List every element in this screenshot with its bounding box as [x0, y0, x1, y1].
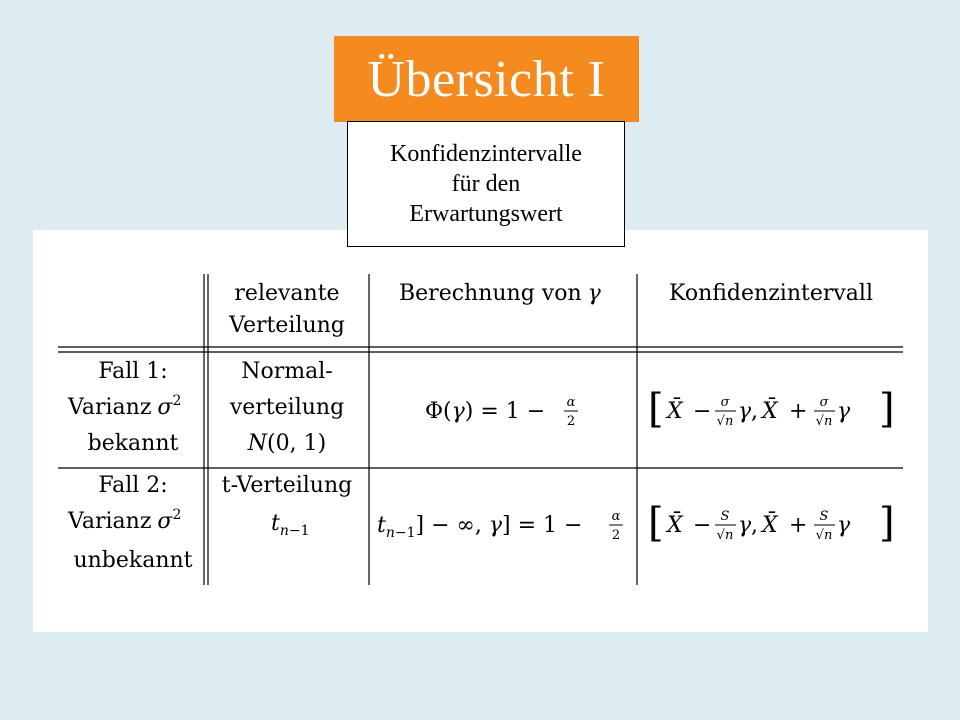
row1-dist-symbol: N(0, 1) — [247, 431, 327, 456]
svg-text:γ: γ — [738, 513, 752, 538]
svg-text:γ: γ — [837, 513, 851, 538]
svg-text:√n: √n — [815, 528, 833, 543]
svg-text:σ: σ — [720, 395, 730, 410]
svg-text:X̄: X̄ — [762, 513, 778, 538]
svg-text:S: S — [819, 509, 829, 524]
svg-text:γ: γ — [738, 399, 752, 424]
confidence-interval-table — [33, 230, 928, 632]
row1-case-line2 — [67, 393, 181, 420]
svg-text:√n: √n — [716, 528, 734, 543]
svg-text:2: 2 — [611, 528, 621, 543]
row1-interval — [648, 386, 895, 432]
svg-text:S: S — [720, 509, 730, 524]
sigma-symbol: σ — [157, 395, 173, 420]
svg-text:tn−1] − ∞, γ] = 1 −: $t_n-1$] − ∞, γ] = 1 − — [377, 513, 583, 541]
svg-text:X̄: X̄ — [762, 399, 778, 424]
row2-case-line2: Varianz $\sigma^2$ — [68, 507, 182, 534]
gamma-symbol: γ — [587, 281, 601, 306]
header-konfidenzintervall: Konfidenzintervall — [669, 281, 873, 306]
table-panel — [33, 230, 928, 632]
row2-dist-symbol: $t_n-1$ — [271, 511, 310, 539]
row2-case-line3: unbekannt — [73, 548, 193, 573]
row1-case-line1: Fall 1: — [98, 359, 168, 384]
svg-text:+: + — [789, 513, 808, 538]
svg-text:X̄: X̄ — [667, 513, 683, 538]
svg-text:X̄: X̄ — [667, 399, 683, 424]
header-relevante: relevante — [234, 281, 340, 306]
svg-text:,: , — [751, 399, 758, 424]
svg-text:Φ(γ) = 1 −: Φ(γ) = 1 − — [425, 399, 546, 424]
subtitle-line-3: Erwartungswert — [409, 201, 563, 227]
row1-formula — [425, 395, 578, 429]
row2-varianz-label: Varianz — [68, 509, 152, 534]
svg-text:√n: √n — [716, 414, 734, 429]
svg-text:2: 2 — [566, 414, 576, 429]
row1-case-line3: bekannt — [87, 431, 179, 456]
header-berechnung — [399, 281, 602, 306]
subtitle-box — [347, 121, 625, 247]
row2-dist-line1: t-Verteilung — [221, 473, 353, 498]
svg-text:α: α — [611, 509, 621, 524]
svg-text:√n: √n — [815, 414, 833, 429]
row1-dist-line1: Normal- — [241, 359, 333, 384]
svg-text:+: + — [789, 399, 808, 424]
subtitle-line-2: für den — [451, 171, 521, 197]
svg-text:γ: γ — [837, 399, 851, 424]
svg-text:]: ] — [879, 500, 895, 546]
svg-text:σ: σ — [819, 395, 829, 410]
slide-title: Übersicht I — [334, 36, 639, 122]
row2-case-line1: Fall 2: — [98, 473, 168, 498]
row1-dist-line2: verteilung — [229, 395, 345, 420]
header-verteilung: Verteilung — [229, 313, 345, 338]
square-exponent: 2 — [172, 393, 182, 409]
svg-text:[: [ — [648, 500, 664, 546]
row2-formula — [377, 509, 623, 543]
svg-text:[: [ — [648, 386, 664, 432]
row1-varianz-label: Varianz — [68, 395, 152, 420]
table-grid — [58, 274, 903, 585]
row2-interval — [648, 500, 895, 546]
subtitle-line-1: Konfidenzintervalle — [390, 141, 582, 167]
svg-text:α: α — [566, 395, 576, 410]
svg-text:]: ] — [879, 386, 895, 432]
svg-text:−: − — [693, 399, 712, 424]
header-berechnung-label: Berechnung von — [399, 281, 582, 306]
svg-text:,: , — [751, 513, 758, 538]
svg-text:−: − — [693, 513, 712, 538]
